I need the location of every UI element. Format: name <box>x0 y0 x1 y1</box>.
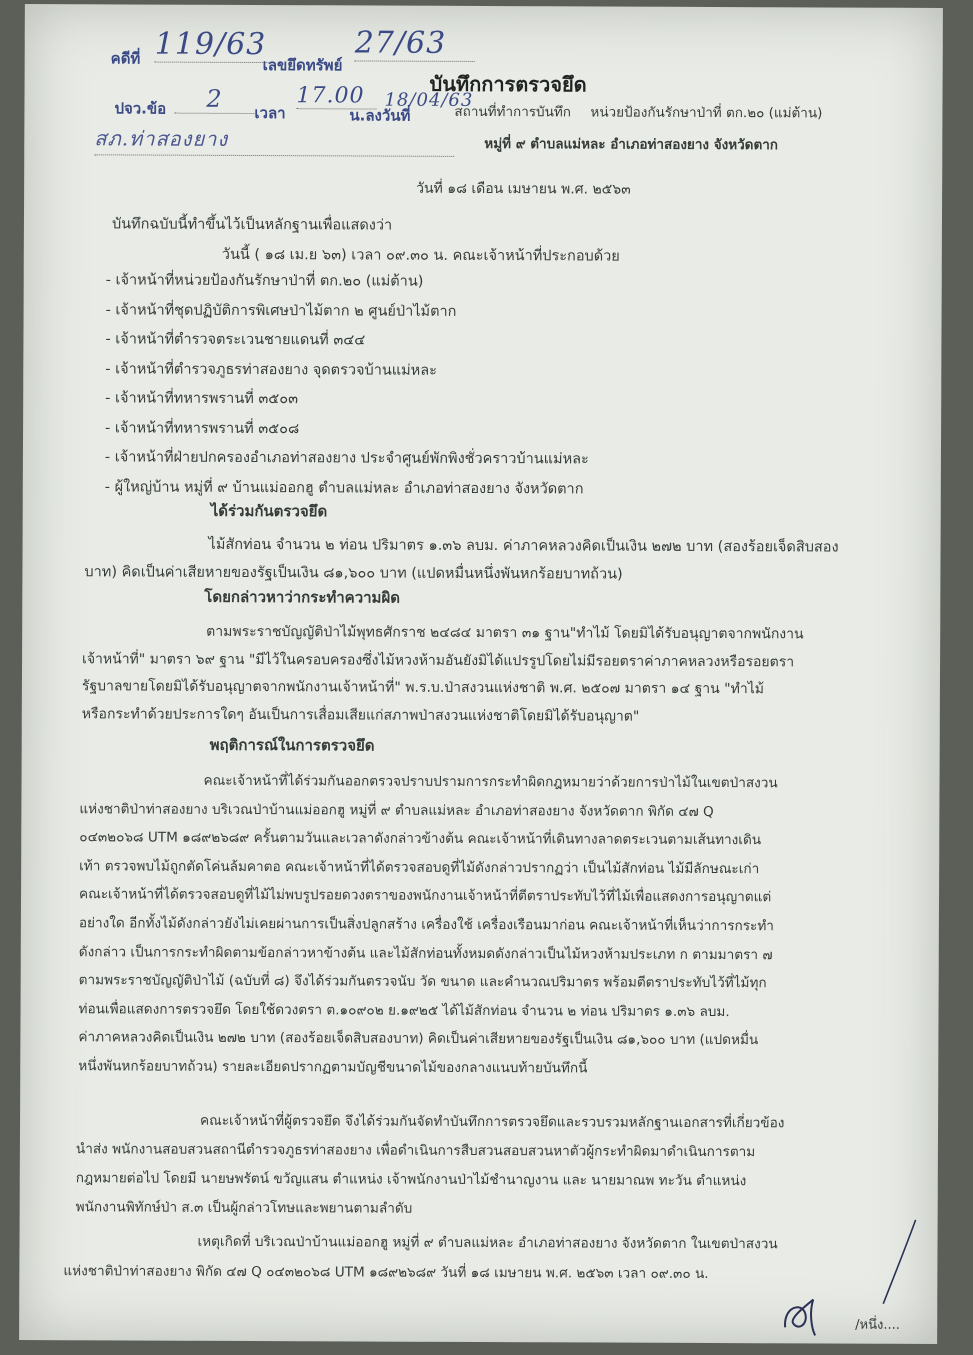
circumstances-line: ดังกล่าว เป็นการกระทำผิดตามข้อกล่าวหาข้างต้น และไม้สักท่อนทั้งหมดดังกล่าวเป็นไม้หวงห้ามประเภท ก ตามมาตรา ๗ <box>78 943 773 963</box>
circumstances-line: คณะเจ้าหน้าที่ได้ตรวจสอบดูที่ไม้ไม่พบรูปรอยดวงตราของพนักงานเจ้าหน้าที่ตีตราประทับไว้ที่ไม้เพื่อแสดงการอนุญาตแต่ <box>78 886 772 906</box>
circumstances-line: ท่อนเพื่อแสดงการตรวจยึด โดยใช้ดวงตรา ต.๑๐๙๐๒ ย.๑๙๒๕ ได้ไม้สักท่อน จำนวน ๒ ท่อน ปริมาตร ๑.๓๖ ลบม. <box>78 1000 730 1020</box>
evidence-number-handwritten: 27/63 <box>355 25 475 62</box>
incident-paragraph <box>63 1226 777 1289</box>
continued-marker: /หนึ่ง.... <box>855 1317 900 1333</box>
circumstances-line: ตามพระราชบัญญัติป่าไม้ (ฉบับที่ ๘) จึงได้ร่วมกันตรวจนับ วัด ขนาด และคำนวณปริมาตร พร้อมตีตราประทับไว้ที่ไม้ทุก <box>78 972 767 992</box>
officer-item: - ผู้ใหญ่บ้าน หมู่ที่ ๙ บ้านแม่ออกฮู ตำบลแม่หละ อำเภอท่าสองยาง จังหวัดตาก <box>104 478 584 497</box>
charge-line: รัฐบาลขายโดยมิได้รับอนุญาตจากพนักงานเจ้าหน้าที่" พ.ร.บ.ป่าสงวนแห่งชาติ พ.ศ. ๒๕๐๗ มาตรา ๑๔ ฐาน "ทำไม้ <box>81 678 765 698</box>
charge-line: หรือกระทำด้วยประการใดๆ อันเป็นการเสื่อมเสียแก่สภาพป่าสงวนแห่งชาติโดยมิได้รับอนุญาต" <box>81 705 640 725</box>
intro-line-2: วันนี้ ( ๑๘ เม.ย ๖๓) เวลา ๐๙.๓๐ น. คณะเจ้าหน้าที่ประกอบด้วย <box>221 246 620 265</box>
circumstances-line: หนึ่งพันหกร้อยบาทถ้วน) รายละเอียดปรากฏตามบัญชีขนาดไม้ของกลางแนบท้ายบันทึกนี้ <box>78 1058 588 1077</box>
handwritten-stroke <box>879 1218 919 1308</box>
officer-item: - เจ้าหน้าที่ทหารพรานที่ ๓๕๐๘ <box>105 419 300 437</box>
seized-line-2: บาท) คิดเป็นค่าเสียหายของรัฐเป็นเงิน ๘๑,๖๐๐ บาท (แปดหมื่นหนึ่งพันหกร้อยบาทถ้วน) <box>84 564 623 583</box>
circumstances-heading: พฤติการณ์ในการตรวจยึด <box>209 735 375 755</box>
circumstances-line: แห่งชาติป่าท่าสองยาง บริเวณป่าบ้านแม่ออกฮู หมู่ที่ ๙ ตำบลแม่หละ อำเภอท่าสองยาง จังหวัดตาก พิกัด ๔๗ Q <box>79 800 714 820</box>
intro-line-1: บันทึกฉบับนี้ทำขึ้นไว้เป็นหลักฐานเพื่อแสดงว่า <box>111 216 393 234</box>
charge-line: ตามพระราชบัญญัติป่าไม้พุทธศักราช ๒๔๘๔ มาตรา ๓๑ ฐาน"ทำไม้ โดยมิได้รับอนุญาตจากพนักงาน <box>206 623 804 643</box>
officer-item: - เจ้าหน้าที่หน่วยป้องกันรักษาป่าที่ ตก.๒๐ (แม่ต้าน) <box>105 272 424 290</box>
circumstances-paragraph <box>78 766 778 1084</box>
delivery-line: นำส่ง พนักงานสอบสวนสถานีตำรวจภูธรท่าสองยาง เพื่อดำเนินการสืบสวนสอบสวนหาตัวผู้กระทำผิดมาดำเนินการตาม <box>75 1141 756 1161</box>
station-handwritten: สภ.ท่าสองยาง <box>94 122 454 157</box>
charge-line: เจ้าหน้าที่" มาตรา ๖๙ ฐาน "มีไว้ในครอบครองซึ่งไม้หวงห้ามอันยังมิได้แปรรูปโดยไม่มีรอยตราค่าภาคหลวงหรือรอยตรา <box>82 650 795 670</box>
daily-report-number: 2 <box>174 85 254 114</box>
handwritten-signature <box>779 1297 839 1337</box>
seized-heading: ได้ร่วมกันตรวจยึด <box>210 501 328 521</box>
officers-list <box>105 266 590 504</box>
document-title: บันทึกการตรวจยึด <box>429 71 587 97</box>
circumstances-line: ๐๔๓๒๐๖๘ UTM ๑๘๙๒๖๘๙ ครั้นตามวันและเวลาดังกล่าวข้างต้น คณะเจ้าหน้าที่เดินทางลาดตระเวนตามเส้นทางเดิน <box>79 829 762 849</box>
evidence-number-label: เลขยึดทรัพย์ <box>262 56 343 75</box>
case-number-handwritten: 119/63 <box>155 27 275 64</box>
officer-item: - เจ้าหน้าที่ตำรวจตระเวนชายแดนที่ ๓๔๔ <box>105 331 366 349</box>
delivery-line: คณะเจ้าหน้าที่ผู้ตรวจยึด จึงได้ร่วมกันจัดทำบันทึกการตรวจยึดและรวบรวมหลักฐานเอกสารที่เกี่ยวข้อง <box>200 1112 785 1132</box>
officer-item: - เจ้าหน้าที่ชุดปฏิบัติการพิเศษป่าไม้ตาก ๒ ศูนย์ป่าไม้ตาก <box>105 301 457 320</box>
circumstances-line: คณะเจ้าหน้าที่ได้ร่วมกันออกตรวจปราบปรามการกระทำผิดกฎหมายว่าด้วยการป่าไม้ในเขตป่าสงวน <box>203 772 778 792</box>
seized-line-1: ไม้สักท่อน จำนวน ๒ ท่อน ปริมาตร ๑.๓๖ ลบม. ค่าภาคหลวงคิดเป็นเงิน ๒๗๒ บาท (สองร้อยเจ็ดสิบสอง <box>208 536 839 556</box>
record-place-line-2: หมู่ที่ ๙ ตำบลแม่หละ อำเภอท่าสองยาง จังหวัดตาก <box>484 136 779 154</box>
date-handwritten: 18/04/63 <box>384 89 474 111</box>
officer-item: - เจ้าหน้าที่ฝ่ายปกครองอำเภอท่าสองยาง ประจำศูนย์พักพิงชั่วคราวบ้านแม่หละ <box>104 449 589 468</box>
seized-paragraph <box>84 530 838 589</box>
charge-heading: โดยกล่าวหาว่ากระทำความผิด <box>204 587 401 607</box>
record-place-line-1: หน่วยป้องกันรักษาป่าที่ ตก.๒๐ (แม่ต้าน) <box>590 104 823 122</box>
document-date-line: วันที่ ๑๘ เดือน เมษายน พ.ศ. ๒๕๖๓ <box>416 180 631 198</box>
incident-line: เหตุเกิดที่ บริเวณป่าบ้านแม่ออกฮู หมู่ที่ ๙ ตำบลแม่หละ อำเภอท่าสองยาง จังหวัดตาก ในเขตป่าสงวน <box>197 1233 778 1253</box>
record-place-label: สถานที่ทำการบันทึก <box>454 103 571 121</box>
officer-item: - เจ้าหน้าที่ทหารพรานที่ ๓๕๐๓ <box>105 390 299 408</box>
time-label: เวลา <box>254 104 286 123</box>
officer-item: - เจ้าหน้าที่ตำรวจภูธรท่าสองยาง จุดตรวจบ้านแม่หละ <box>105 360 437 379</box>
circumstances-line: ค่าภาคหลวงคิดเป็นเงิน ๒๗๒ บาท (สองร้อยเจ็ดสิบสองบาท) คิดเป็นค่าเสียหายของรัฐเป็นเงิน ๘๑,๖๐๐ บาท (แปดหมื่น <box>78 1029 759 1049</box>
date-label: น.ลงวันที่ <box>349 106 411 125</box>
document-page <box>19 4 943 1344</box>
daily-report-label: ปจว.ข้อ <box>114 99 167 118</box>
time-handwritten: 17.00 <box>296 83 376 109</box>
delivery-paragraph <box>76 1106 785 1225</box>
delivery-line: กฎหมายต่อไป โดยมี นายษพรัตน์ ขวัญแสน ตำแหน่ง เจ้าพนักงานป่าไม้ชำนาญงาน และ นายมาณพ ทะวัน ตำแหน่ง <box>75 1170 747 1190</box>
case-number-label: คดีที่ <box>110 49 141 68</box>
charge-paragraph <box>82 618 804 731</box>
circumstances-line: เท้า ตรวจพบไม้ถูกตัดโค่นล้มคาตอ คณะเจ้าหน้าที่ได้ตรวจสอบดูที่ไม้ดังกล่าวปรากฏว่า เป็นไม้สักท่อน ไม้มีลักษณะเก่า <box>79 858 760 877</box>
incident-line: แห่งชาติป่าท่าสองยาง พิกัด ๔๗ Q ๐๔๓๒๐๖๘ UTM ๑๘๙๒๖๘๙ วันที่ ๑๘ เมษายน พ.ศ. ๒๕๖๓ เวลา ๐๙.๓๐ น. <box>63 1263 709 1282</box>
delivery-line: พนักงานพิทักษ์ป่า ส.๓ เป็นผู้กล่าวโทษและพยานตามลำดับ <box>75 1199 413 1217</box>
circumstances-line: อย่างใด อีกทั้งไม้ดังกล่าวยังไม่เคยผ่านการเป็นสิ่งปลูกสร้าง เครื่องใช้ เครื่องเรือนมาก่อน คณะเจ้าหน้าที่เห็นว่าการกระทำ <box>78 915 774 935</box>
